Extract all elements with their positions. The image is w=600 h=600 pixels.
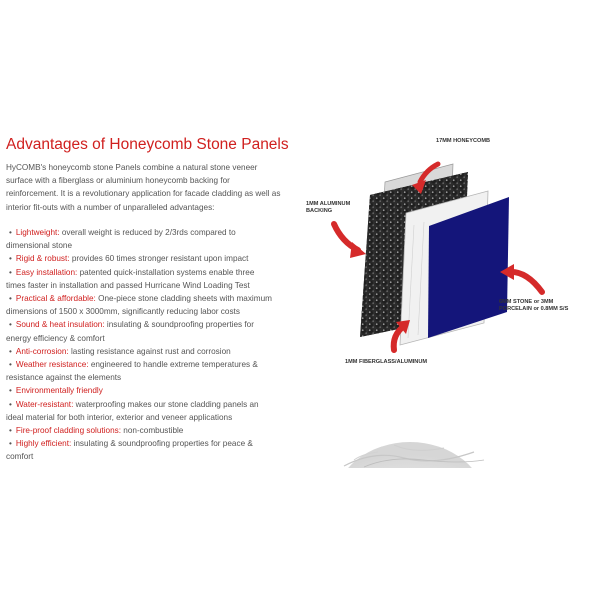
intro-paragraph: HyCOMB's honeycomb stone Panels combine a natural stone veneer surface with a fiberglass or aluminium honeycomb backing for reinforcement. It is a revolutionary application for facade cladding as well as interior fit-outs with a number of unparalleled advantages:	[6, 163, 281, 212]
honeycomb-panel-diagram	[290, 130, 550, 380]
feature-description: insulating & soundproofing properties for peace & comfort	[6, 439, 253, 462]
feature-description: overall weight is reduced by 2/3rds compared to dimensional stone	[6, 228, 236, 251]
feature-item	[6, 358, 276, 384]
feature-description: engineered to handle extreme temperatures & resistance against the elements	[6, 360, 258, 383]
feature-description: non-combustible	[121, 426, 184, 436]
bullet-icon: •	[9, 320, 12, 330]
feature-title: Weather resistance:	[15, 360, 89, 370]
feature-item	[6, 252, 276, 265]
feature-title: Lightweight:	[15, 228, 60, 237]
label-stone-line1: 6MM STONE or 3MM	[499, 299, 554, 305]
bullet-icon: •	[9, 346, 12, 356]
feature-title: Anti-corrosion:	[15, 346, 69, 356]
label-honeycomb: 17MM HONEYCOMB	[436, 138, 491, 144]
bullet-icon: •	[9, 294, 12, 304]
feature-title: Rigid & robust:	[15, 254, 70, 264]
page-title: Advantages of Honeycomb Stone Panels	[6, 136, 289, 153]
feature-description: One-piece stone cladding sheets with maximum dimensions of 1500 x 3000mm, significantly reducing labor costs	[6, 294, 272, 317]
features-list	[6, 226, 276, 464]
feature-item	[6, 226, 276, 252]
label-fiberglass-aluminum: 1MM FIBERGLASS/ALUMINUM	[345, 359, 428, 365]
feature-title: Water-resistant:	[15, 399, 74, 409]
feature-item	[6, 292, 276, 318]
feature-title: Highly efficient:	[15, 439, 72, 449]
feature-title: Sound & heat insulation:	[15, 320, 105, 330]
bullet-icon: •	[9, 228, 12, 237]
feature-title: Environmentally friendly	[15, 386, 103, 396]
bullet-icon: •	[9, 360, 12, 370]
feature-description: waterproofing makes our stone cladding panels an ideal material for both interior, exterior and veneer applications	[6, 399, 259, 422]
feature-item	[6, 345, 276, 358]
feature-title: Practical & affordable:	[15, 294, 96, 304]
feature-description: provides 60 times stronger resistant upon impact	[69, 254, 249, 264]
feature-title: Fire-proof cladding solutions:	[15, 426, 122, 436]
feature-description: patented quick-installation systems enable three times faster in installation and passed Hurricane Wind Loading Test	[6, 267, 255, 290]
label-backing-line2: BACKING	[306, 208, 333, 214]
bullet-icon: •	[9, 254, 12, 264]
label-stone-porcelain	[499, 299, 568, 313]
label-stone-line2: PORCELAIN or 0.8MM S/S	[499, 306, 569, 312]
feature-item	[6, 398, 276, 424]
bullet-icon: •	[9, 267, 12, 277]
feature-item	[6, 437, 276, 463]
bullet-icon: •	[9, 386, 12, 396]
bullet-icon: •	[9, 426, 12, 436]
feature-description: lasting resistance against rust and corrosion	[68, 346, 231, 356]
feature-item	[6, 318, 276, 344]
label-backing-line1: 1MM ALUMINUM	[306, 201, 351, 207]
feature-item	[6, 384, 276, 397]
label-aluminum-backing	[306, 201, 350, 215]
bullet-icon: •	[9, 439, 12, 449]
bullet-icon: •	[9, 399, 12, 409]
feature-description: insulating & soundproofing properties for energy efficiency & comfort	[6, 320, 254, 343]
feature-item	[6, 424, 276, 437]
feature-item	[6, 266, 276, 292]
marble-sample-image	[334, 440, 486, 468]
feature-title: Easy installation:	[15, 267, 78, 277]
